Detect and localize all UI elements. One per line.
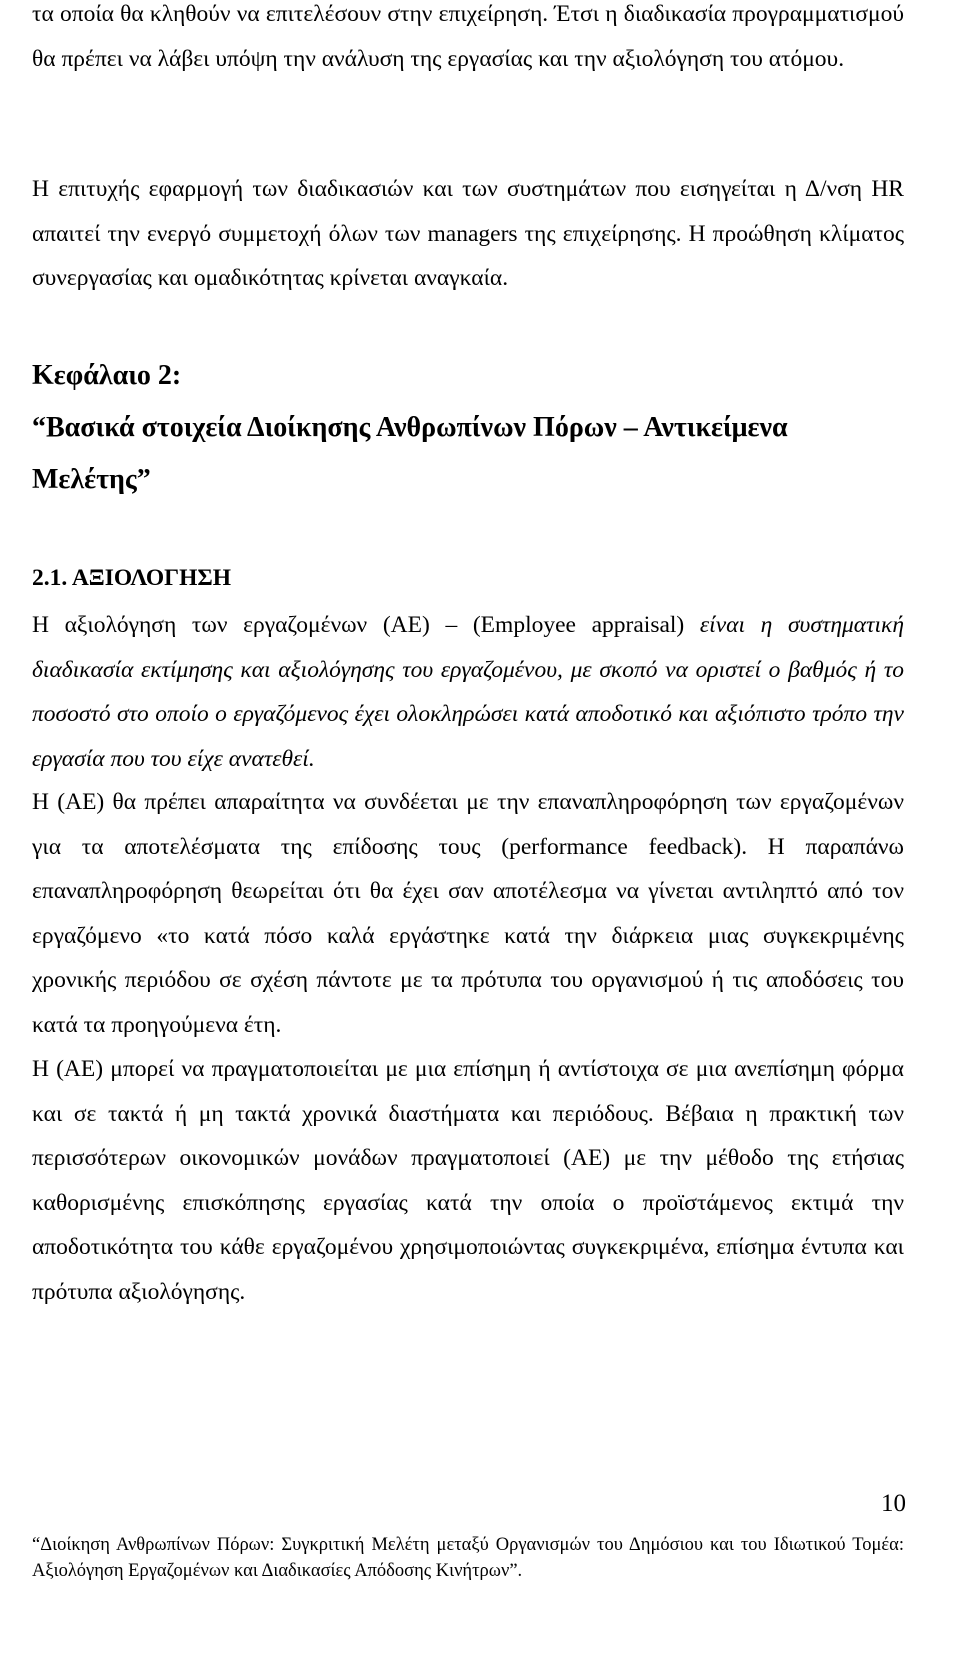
paragraph-hr-managers: Η επιτυχής εφαρμογή των διαδικασιών και των συστημάτων που εισηγείται η Δ/νση HR απαιτεί την ενεργό συμμετοχή όλων των managers της επιχείρησης. Η προώθηση κλίματος συνεργασίας και ομαδικότητας κρίνεται αναγκαία.: [32, 176, 904, 292]
paragraph-methods: Η (ΑΕ) μπορεί να πραγματοποιείται με μια επίσημη ή αντίστοιχα σε μια ανεπίσημη φόρμα και σε τακτά ή μη τακτά χρονικά διαστήματα και περιόδους. Βέβαια η πρακτική των περισσότερων οικονομικών μονάδων πραγματοποιεί (ΑΕ) με την μέθοδο της ετήσιας καθορισμένης επισκόπησης εργασίας κατά την οποία ο προϊστάμενος εκτιμά την αποδοτικότητα του κάθε εργαζομένου χρησιμοποιώντας συγκεκριμένα, επίσημα έντυπα και πρότυπα αξιολόγησης.: [32, 1056, 904, 1305]
footer-title: “Διοίκηση Ανθρωπίνων Πόρων: Συγκριτική Μελέτη μεταξύ Οργανισμών του Δημόσιου και του Ιδιωτικού Τομέα: Αξιολόγηση Εργαζομένων και Διαδικασίες Απόδοσης Κινήτρων”.: [32, 1535, 904, 1581]
definition-lead: Η αξιολόγηση των εργαζομένων (ΑΕ) – (Employee appraisal): [32, 612, 700, 638]
paragraph-feedback: Η (ΑΕ) θα πρέπει απαραίτητα να συνδέεται με την επαναπληροφόρηση των εργαζομένων για τα αποτελέσματα της επίδοσης τους (performance feedback). Η παραπάνω επαναπληροφόρηση θεωρείται ότι θα έχει σαν αποτέλεσμα να γίνεται αντιληπτό από τον εργαζόμενο «το κατά πόσο καλά εργάστηκε κατά την διάρκεια μιας συγκεκριμένης χρονικής περιόδου σε σχέση πάντοτε με τα πρότυπα του οργανισμού ή τις αποδόσεις του κατά τα προηγούμενα έτη.: [32, 789, 904, 1038]
definition-italic: είναι η συστηματική διαδικασία εκτίμησης και αξιολόγησης του εργαζομένου, με σκοπό να οριστεί ο βαθμός ή το ποσοστό στο οποίο ο εργαζόμενος έχει ολοκληρώσει κατά αποδοτικό και αξιόπιστο τρόπο την εργασία που του είχε ανατεθεί.: [32, 612, 904, 772]
page-number: 10: [881, 1490, 906, 1517]
chapter-label: Κεφάλαιο 2:: [32, 360, 182, 391]
chapter-title: “Βασικά στοιχεία Διοίκησης Ανθρωπίνων Πόρων – Αντικείμενα Μελέτης”: [32, 412, 788, 495]
paragraph-intro-continued: τα οποία θα κληθούν να επιτελέσουν στην επιχείρηση. Έτσι η διαδικασία προγραμματισμού θα πρέπει να λάβει υπόψη την ανάλυση της εργασίας και την αξιολόγηση του ατόμου.: [32, 1, 904, 72]
paragraph-definition: [32, 603, 904, 781]
section-title: 2.1. ΑΞΙΟΛΟΓΗΣΗ: [32, 565, 232, 591]
